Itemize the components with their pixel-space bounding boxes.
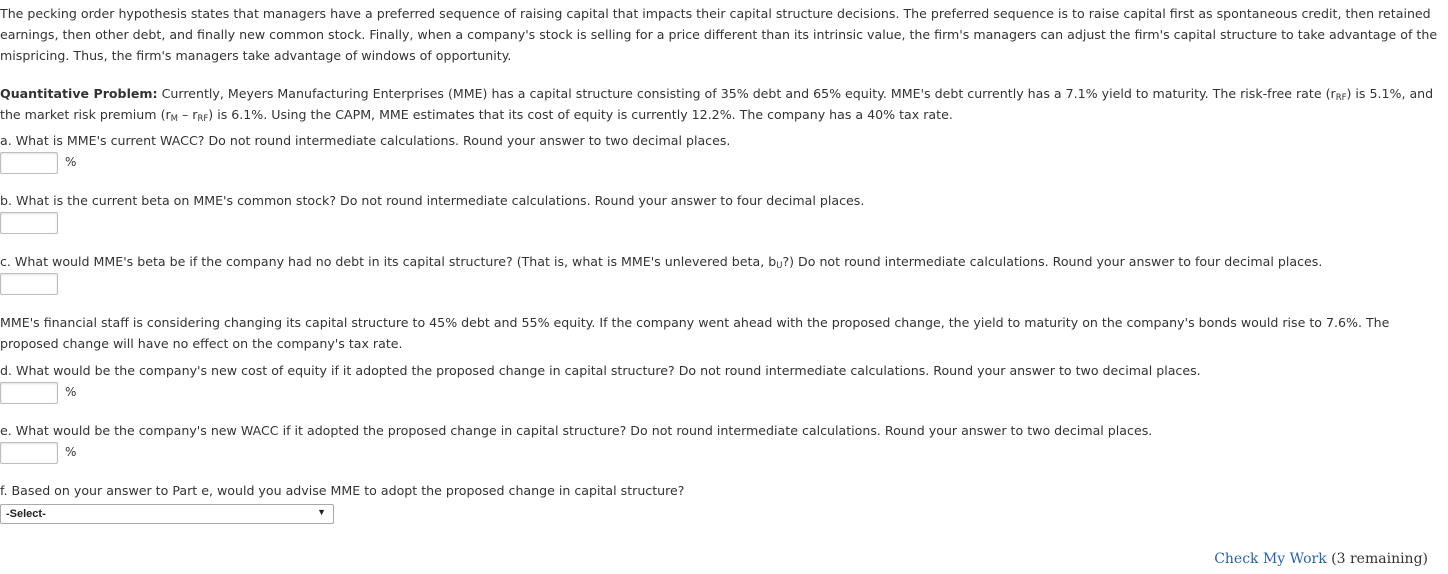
problem-sub-rf-2: RF [197, 114, 209, 124]
answer-d-input[interactable] [0, 382, 58, 404]
proposal-paragraph: MME's financial staff is considering changing its capital structure to 45% debt and 55% equity. If the company went ahead with the proposed change, the yield to maturity on the company's bonds would rise to 7.6%. The proposed change will have no effect on the company's tax rate. [0, 315, 1390, 351]
question-c-sub: U [776, 261, 783, 271]
question-d: d. What would be the company's new cost of equity if it adopted the proposed change in capital structure? Do not round intermediate calculations. Round your answer to two decimal places. [0, 363, 1201, 378]
question-b: b. What is the current beta on MME's common stock? Do not round intermediate calculations. Round your answer to four decimal places. [0, 193, 865, 208]
quantitative-problem-paragraph [0, 83, 1446, 125]
problem-text-4: ) is 6.1%. Using the CAPM, MME estimates that its cost of equity is currently 12.2%. The company has a 40% tax rate. [208, 107, 953, 122]
percent-label-d: % [65, 385, 77, 399]
problem-label: Quantitative Problem: [0, 86, 158, 101]
question-a: a. What is MME's current WACC? Do not round intermediate calculations. Round your answer to two decimal places. [0, 133, 731, 148]
check-my-work [1214, 551, 1428, 567]
problem-sub-m: M [170, 114, 178, 124]
question-c [0, 254, 1322, 270]
intro-paragraph: The pecking order hypothesis states that managers have a preferred sequence of raising capital that impacts their capital structure decisions. The preferred sequence is to raise capital first as spontaneous credit, then retained earnings, then other debt, and finally new common stock. Finally, when a company's stock is selling for a price different than its intrinsic value, the firm's managers can adjust the firm's capital structure to take advantage of the mispricing. Thus, the firm's managers take advantage of windows of opportunity. [0, 6, 1438, 63]
question-c-text: c. What would MME's beta be if the company had no debt in its capital structure? (That is, what is MME's unlevered beta, b [0, 254, 777, 269]
question-e: e. What would be the company's new WACC if it adopted the proposed change in capital structure? Do not round intermediate calculations. Round your answer to two decimal places. [0, 423, 1153, 438]
percent-label-e: % [65, 445, 77, 459]
advise-select[interactable] [0, 504, 334, 524]
check-my-work-link[interactable]: Check My Work [1214, 551, 1327, 567]
select-value: -Select- [6, 508, 46, 520]
problem-text-3: – r [178, 107, 198, 122]
answer-c-input[interactable] [0, 273, 58, 295]
problem-text-2: ) is 5.1%, and the market risk premium (r [0, 86, 1434, 122]
percent-label-a: % [65, 155, 77, 169]
question-f: f. Based on your answer to Part e, would you advise MME to adopt the proposed change in capital structure? [0, 483, 685, 498]
problem-sub-rf: RF [1335, 93, 1347, 103]
question-c-text-2: ?) Do not round intermediate calculations. Round your answer to four decimal places. [782, 254, 1323, 269]
problem-text-1: Currently, Meyers Manufacturing Enterprises (MME) has a capital structure consisting of 35% debt and 65% equity. MME's debt currently has a 7.1% yield to maturity. The risk-free rate (r [157, 86, 1336, 101]
answer-e-input[interactable] [0, 442, 58, 464]
remaining-attempts: (3 remaining) [1326, 551, 1428, 567]
chevron-down-icon: ▼ [317, 507, 326, 517]
answer-b-input[interactable] [0, 212, 58, 234]
answer-a-input[interactable] [0, 152, 58, 174]
